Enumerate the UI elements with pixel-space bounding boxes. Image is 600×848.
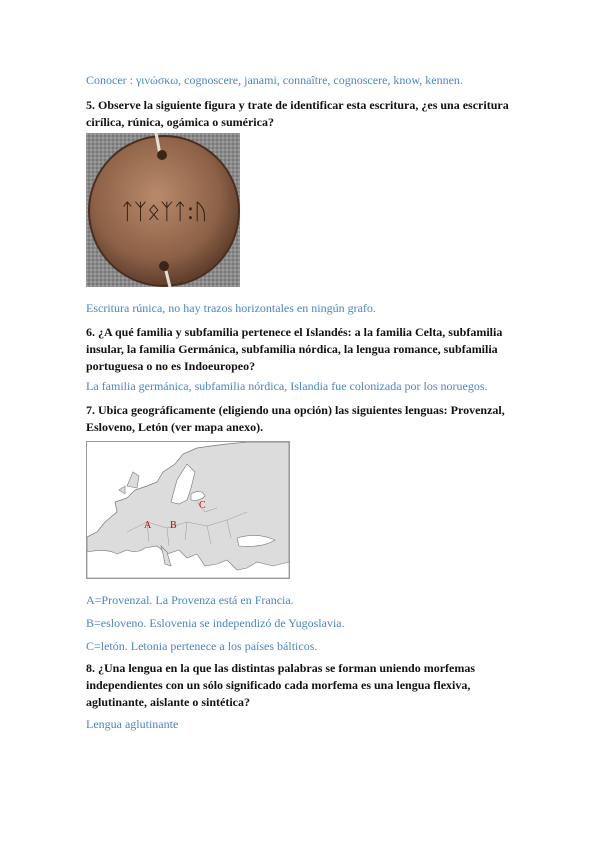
map-label-b: B [170,520,177,531]
answer-6: La familia germánica, subfamilia nórdica, Islandia fue colonizada por los noruegos. [86,379,488,393]
answer-conocer: Conocer : γινώσκω, cognoscere, janami, connaître, cognoscere, know, kennen. [86,73,463,87]
rune-inscription: ᛏᛉᛟᛉᛏ:ᚢ [120,200,208,225]
map-label-a: A [144,520,152,531]
question-6: 6. ¿A qué familia y subfamilia pertenece el Islandés: a la familia Celta, subfamilia insular, la familia Germánica, subfamilia nórdica, la lengua romance, subfamilia portuguesa o no es Indoeuropeo? [86,325,503,373]
answer-7c: C=letón. Letonia pertenece a los países bálticos. [86,639,318,653]
question-7: 7. Ubica geográficamente (eligiendo una opción) las siguientes lenguas: Provenzal, Esloveno, Letón (ver mapa anexo). [86,403,505,434]
question-5: 5. Observe la siguiente figura y trate de identificar esta escritura, ¿es una escritura cirílica, rúnica, ogámica o sumérica? [86,98,509,129]
rune-coin-image [86,133,240,287]
question-8: 8. ¿Una lengua en la que las distintas palabras se forman uniendo morfemas independientes con un sólo significado cada morfema es una lengua flexiva, aglutinante, aislante o sintética? [86,661,476,709]
answer-8: Lengua aglutinante [86,717,179,731]
answer-5: Escritura rúnica, no hay trazos horizontales en ningún grafo. [86,301,376,315]
europe-map-image [86,441,290,579]
answer-7a: A=Provenzal. La Provenza está en Francia. [86,593,294,607]
answer-7b: B=esloveno. Eslovenia se independizó de Yugoslavia. [86,616,345,630]
map-label-c: C [199,500,206,511]
